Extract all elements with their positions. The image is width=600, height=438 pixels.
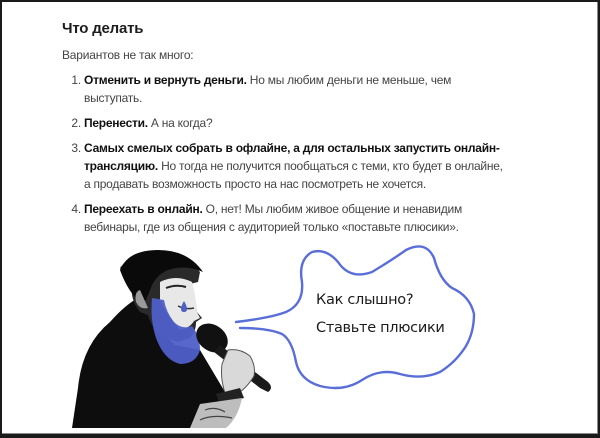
speech-bubble-line-1: Как слышно? (316, 292, 414, 308)
list-item (84, 71, 504, 107)
option-title: Перенести. (84, 116, 148, 130)
option-title: Отменить и вернуть деньги. (84, 73, 247, 87)
option-text: Но тогда не получится пообщаться с теми, кто будет в онлайне, а продавать возможность просто на нас посмотреть не хочется. (84, 159, 503, 191)
article-content (62, 18, 502, 243)
option-title: Переехать в онлайн. (84, 202, 203, 216)
speech-bubble-outline (236, 246, 474, 388)
intro-paragraph: Вариантов не так много: (62, 48, 194, 62)
speech-bubble-line-2: Ставьте плюсики (316, 320, 445, 336)
option-text: А на когда? (147, 116, 213, 130)
option-text: О, нет! Мы любим живое общение и ненавидим вебинары, где из общения с аудиторией только «поставьте плюсики». (84, 202, 462, 234)
list-item (84, 114, 504, 132)
list-item (84, 200, 504, 236)
list-item (84, 139, 504, 193)
section-heading: Что делать (62, 20, 144, 37)
speaker-illustration (60, 240, 500, 433)
options-list (62, 71, 504, 236)
option-title: Самых смелых собрать в офлайне, а для остальных запустить онлайн-трансляцию. (84, 141, 500, 173)
option-text: Но мы любим деньги не меньше, чем выступать. (84, 73, 452, 105)
